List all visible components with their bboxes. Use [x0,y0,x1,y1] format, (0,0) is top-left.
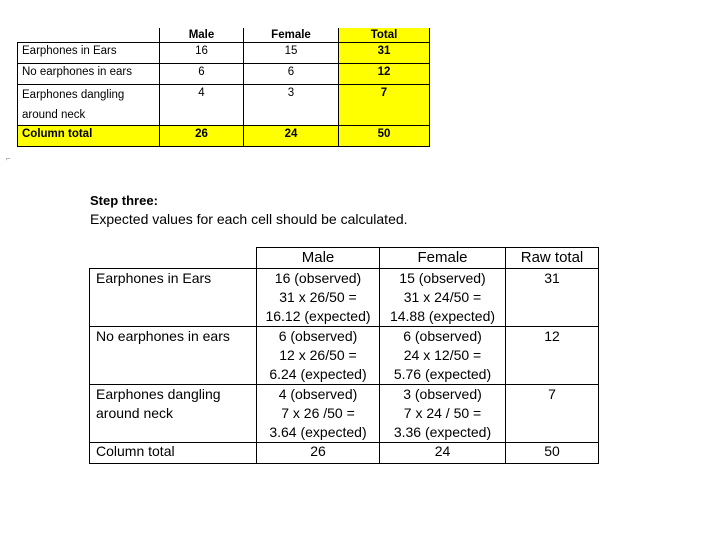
expected-row-label: No earphones in ears [90,327,257,385]
summary-total-row [18,126,430,147]
expected-cell-female [380,269,506,327]
summary-cell-female: 3 [244,85,339,126]
observed-value: 16 (observed) [274,270,362,286]
summary-cell-total: 31 [339,43,430,64]
expected-header-total: Raw total [506,248,599,269]
expected-cell-male [257,385,380,443]
summary-cell-male: 6 [160,64,244,85]
observed-value: 6 (observed) [278,328,358,344]
summary-total-total: 50 [339,126,430,147]
expected-value: 16.12 (expected) [265,308,371,324]
expected-row [90,385,599,443]
summary-row-label: Earphones in Ears [18,43,160,64]
expected-cell-total: 31 [506,269,599,327]
expected-total-male: 26 [257,443,380,464]
summary-header-total: Total [339,28,430,43]
summary-cell-female: 15 [244,43,339,64]
summary-row [18,43,430,64]
summary-header-female: Female [244,28,339,43]
expected-total-total: 50 [506,443,599,464]
expected-cell-female [380,385,506,443]
expected-cell-male [257,327,380,385]
observed-value: 3 (observed) [403,386,482,402]
expected-values-table [89,247,599,464]
observed-value: 4 (observed) [278,386,358,402]
summary-header-row [18,28,430,43]
expected-row [90,327,599,385]
step-description: Expected values for each cell should be calculated. [90,211,408,227]
expected-cell-male [257,269,380,327]
expected-cell-total: 12 [506,327,599,385]
summary-cell-male: 16 [160,43,244,64]
expected-row-label-line1: Earphones dangling [96,386,221,402]
observed-value: 15 (observed) [399,270,486,286]
summary-total-female: 24 [244,126,339,147]
summary-total-male: 26 [160,126,244,147]
expected-value: 3.64 (expected) [269,424,367,440]
summary-cell-total: 7 [339,85,430,126]
expected-value: 6.24 (expected) [269,366,367,382]
expected-header-row [90,248,599,269]
expected-cell-female [380,327,506,385]
expected-total-row [90,443,599,464]
expected-formula: 31 x 26/50 = [279,289,357,305]
summary-row-label-line2: around neck [22,109,86,121]
expected-total-female: 24 [380,443,506,464]
step-title: Step three: [90,193,158,208]
expected-formula: 12 x 26/50 = [279,347,357,363]
summary-row-label: No earphones in ears [18,64,160,85]
expected-formula: 7 x 26 /50 = [281,405,355,421]
summary-header-blank [18,28,160,43]
expected-row-label [90,385,257,443]
summary-header-male: Male [160,28,244,43]
expected-value: 3.36 (expected) [393,424,492,440]
summary-row-label [18,85,160,126]
summary-row-label-line1: Earphones dangling [22,89,125,101]
expected-value: 14.88 (expected) [389,308,496,324]
expected-formula: 24 x 12/50 = [403,347,482,363]
summary-cell-female: 6 [244,64,339,85]
observed-value: 6 (observed) [403,328,482,344]
expected-header-female: Female [380,248,506,269]
expected-header-male: Male [257,248,380,269]
expected-cell-total: 7 [506,385,599,443]
summary-cell-total: 12 [339,64,430,85]
summary-row [18,85,430,126]
expected-formula: 7 x 24 / 50 = [403,405,482,421]
expected-row-label-line2: around neck [96,405,174,421]
expected-row [90,269,599,327]
expected-row-label: Earphones in Ears [90,269,257,327]
expected-total-label: Column total [90,443,257,464]
expected-header-blank [90,248,257,269]
expected-formula: 31 x 24/50 = [403,289,482,305]
summary-table [17,28,430,147]
summary-row [18,64,430,85]
expected-value: 5.76 (expected) [393,366,492,382]
paragraph-marker: ⌐ [6,154,11,163]
summary-total-label: Column total [18,126,160,147]
summary-cell-male: 4 [160,85,244,126]
